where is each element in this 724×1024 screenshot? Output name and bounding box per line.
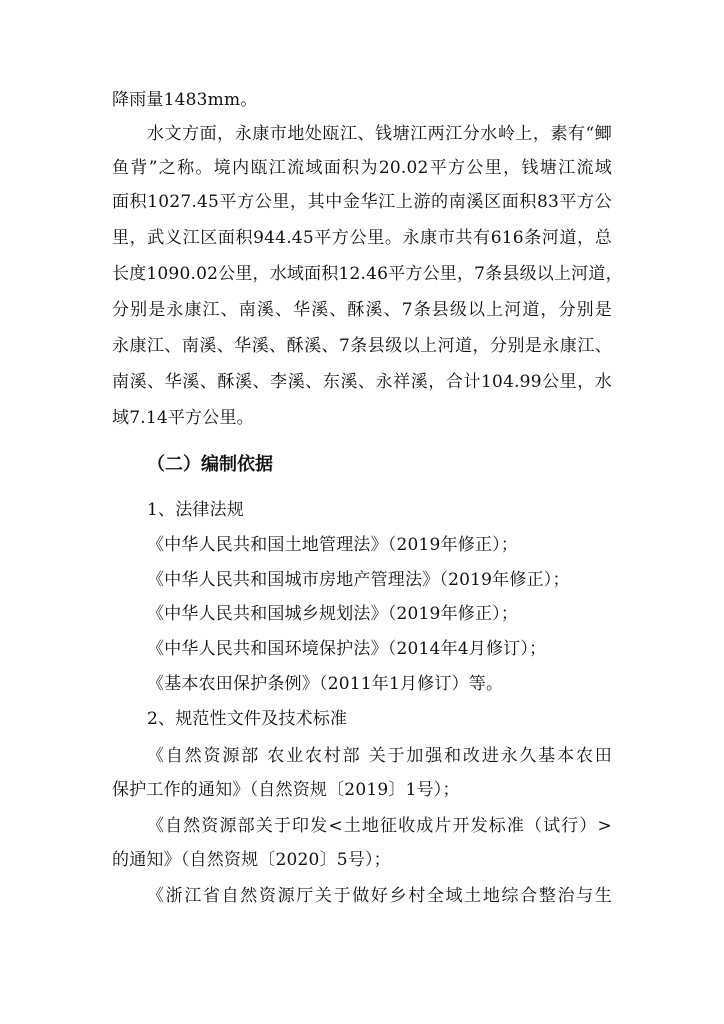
list-item: 《中华人民共和国环境保护法》（2014年4月修订）； (147, 639, 547, 659)
list-item: 《自然资源部 农业农村部 关于加强和改进永久基本农田 (147, 746, 612, 766)
section-heading: （二）编制依据 (147, 454, 273, 475)
list-title: 2、规范性文件及技术标准 (147, 709, 348, 729)
paragraph-line: 里，武义江区面积944.45平方公里。永康市共有616条河道，总 (112, 228, 612, 248)
list-item: 《中华人民共和国城市房地产管理法》（2019年修正）； (147, 570, 570, 590)
paragraph-line: 面积1027.45平方公里，其中金华江上游的南溪区面积83平方公 (112, 192, 612, 212)
list-item: 《中华人民共和国城乡规划法》（2019年修正）； (147, 604, 519, 624)
list-title: 1、法律法规 (147, 500, 245, 520)
paragraph-line: 分别是永康江、南溪、华溪、酥溪、7条县级以上河道，分别是 (112, 300, 612, 320)
list-item: 保护工作的通知》（自然资规〔2019〕1号）； (112, 780, 460, 800)
list-item: 《浙江省自然资源厅关于做好乡村全域土地综合整治与生 (147, 886, 612, 906)
paragraph-line: 域7.14平方公里。 (112, 408, 254, 428)
paragraph-line: 南溪、华溪、酥溪、李溪、东溪、永祥溪，合计104.99公里，水 (112, 372, 612, 392)
paragraph-line: 降雨量1483mm。 (112, 90, 258, 110)
paragraph-line: 水文方面，永康市地处瓯江、钱塘江两江分水岭上，素有“鲫 (147, 124, 612, 144)
list-item: 的通知》（自然资规〔2020〕5号）； (112, 850, 391, 870)
paragraph-line: 长度1090.02公里，水域面积12.46平方公里，7条县级以上河道， (112, 264, 623, 284)
list-item: 《自然资源部关于印发<土地征收成片开发标准（试行）> (147, 816, 612, 836)
list-item: 《中华人民共和国土地管理法》（2019年修正）； (147, 535, 519, 555)
paragraph-line: 永康江、南溪、华溪、酥溪、7条县级以上河道，分别是永康江、 (112, 336, 612, 356)
list-item: 《基本农田保护条例》（2011年1月修订）等。 (147, 674, 504, 694)
paragraph-line: 鱼背”之称。境内瓯江流域面积为20.02平方公里，钱塘江流域 (112, 158, 612, 178)
